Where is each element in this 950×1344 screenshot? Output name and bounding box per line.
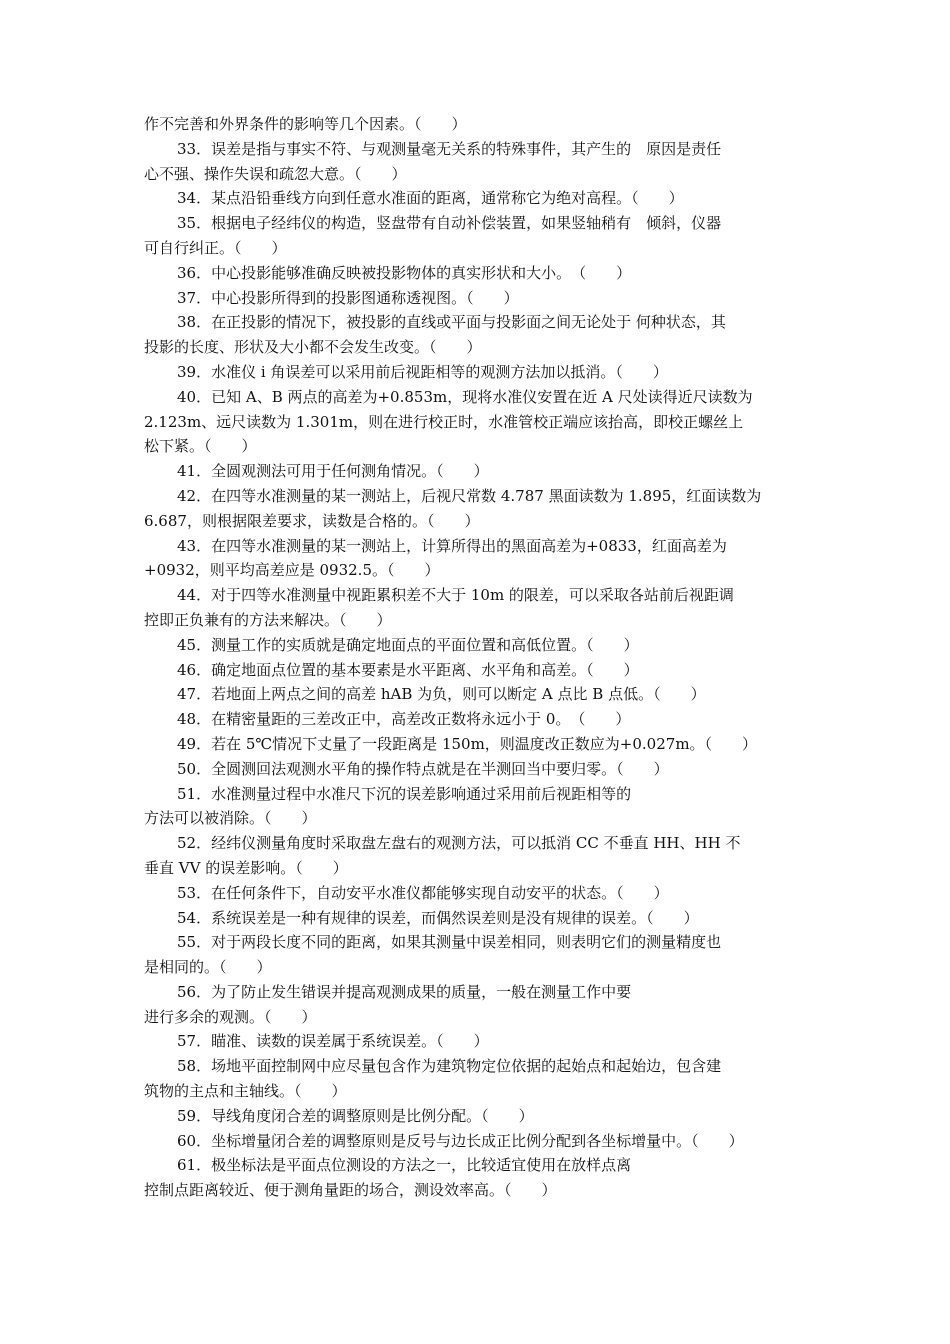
text-line: 垂直 VV 的误差影响。（ ）	[144, 858, 348, 877]
text-line: 35．根据电子经纬仪的构造，竖盘带有自动补偿装置，如果竖轴稍有 倾斜，仪器	[177, 214, 722, 233]
text-line: 37．中心投影所得到的投影图通称透视图。（ ）	[177, 288, 519, 307]
text-line: 49．若在 5℃情况下丈量了一段距离是 150m，则温度改正数应为+0.027m。（ ）	[177, 734, 758, 753]
text-line: 46．确定地面点位置的基本要素是水平距离、水平角和高差。（ ）	[177, 660, 639, 679]
text-line: 投影的长度、形状及大小都不会发生改变。（ ）	[144, 338, 482, 357]
text-line: 50．全圆测回法观测水平角的操作特点就是在半测回当中要归零。（ ）	[177, 759, 669, 778]
text-line: 33．误差是指与事实不符、与观测量毫无关系的特殊事件，其产生的 原因是责任	[177, 139, 722, 158]
text-line: 47．若地面上两点之间的高差 hAB 为负，则可以断定 A 点比 B 点低。（ ）	[177, 685, 706, 704]
question-list	[144, 112, 808, 1203]
text-line: 6.687，则根据限差要求，读数是合格的。（ ）	[144, 511, 480, 530]
text-line: 52．经纬仪测量角度时采取盘左盘右的观测方法，可以抵消 CC 不垂直 HH、HH 不	[177, 834, 741, 853]
text-line: 方法可以被消除。（ ）	[144, 809, 317, 828]
text-line: 控即正负兼有的方法来解决。（ ）	[144, 610, 392, 629]
text-line: 57．瞄准、读数的误差属于系统误差。（ ）	[177, 1032, 489, 1051]
text-line: 是相同的。（ ）	[144, 958, 272, 977]
text-line: 58．场地平面控制网中应尽量包含作为建筑物定位依据的起始点和起始边，包含建	[177, 1057, 722, 1076]
text-line: 42．在四等水准测量的某一测站上，后视尺常数 4.787 黑面读数为 1.895，红面读数为	[177, 486, 762, 505]
text-line: 54．系统误差是一种有规律的误差，而偶然误差则是没有规律的误差。（ ）	[177, 908, 699, 927]
text-line: 2.123m、远尺读数为 1.301m，则在进行校正时，水准管校正端应该抬高，即校正螺丝上	[144, 412, 744, 431]
text-line: 可自行纠正。（ ）	[144, 238, 287, 257]
text-line: 48．在精密量距的三差改正中，高差改正数将永远小于 0。 （ ）	[177, 710, 631, 729]
text-line: +0932，则平均高差应是 0932.5。（ ）	[144, 561, 440, 580]
text-line: 心不强、操作失误和疏忽大意。（ ）	[144, 164, 407, 183]
text-line: 松下紧。（ ）	[144, 437, 257, 456]
text-line: 41．全圆观测法可用于任何测角情况。（ ）	[177, 462, 489, 481]
text-line: 56．为了防止发生错误并提高观测成果的质量，一般在测量工作中要	[177, 982, 632, 1001]
text-line: 59．导线角度闭合差的调整原则是比例分配。（ ）	[177, 1106, 534, 1125]
text-line: 筑物的主点和主轴线。（ ）	[144, 1082, 347, 1101]
text-line: 43．在四等水准测量的某一测站上，计算所得出的黑面高差为+0833，红面高差为	[177, 536, 727, 555]
text-line: 51．水准测量过程中水准尺下沉的误差影响通过采用前后视距相等的	[177, 784, 632, 803]
text-line: 39．水准仪 i 角误差可以采用前后视距相等的观测方法加以抵消。（ ）	[177, 362, 668, 381]
text-line: 53．在任何条件下，自动安平水准仪都能够实现自动安平的状态。（ ）	[177, 883, 669, 902]
text-line: 38．在正投影的情况下，被投影的直线或平面与投影面之间无论处于 何种状态，其	[177, 313, 726, 332]
text-line: 进行多余的观测。（ ）	[144, 1007, 317, 1026]
text-line: 45．测量工作的实质就是确定地面点的平面位置和高低位置。（ ）	[177, 635, 639, 654]
text-line: 55．对于两段长度不同的距离，如果其测量中误差相同，则表明它们的测量精度也	[177, 933, 722, 952]
text-line: 作不完善和外界条件的影响等几个因素。（ ）	[144, 115, 467, 133]
text-line: 60．坐标增量闭合差的调整原则是反号与边长成正比例分配到各坐标增量中。（ ）	[177, 1131, 744, 1150]
text-line: 34．某点沿铅垂线方向到任意水准面的距离，通常称它为绝对高程。（ ）	[177, 189, 684, 208]
text-line: 40．已知 A、B 两点的高差为+0.853m，现将水准仪安置在近 A 尺处读得近尺读数为	[177, 387, 753, 406]
text-line: 44．对于四等水准测量中视距累积差不大于 10m 的限差，可以采取各站前后视距调	[177, 586, 734, 605]
text-line: 36．中心投影能够准确反映被投影物体的真实形状和大小。 （ ）	[177, 263, 632, 282]
text-line: 61．极坐标法是平面点位测设的方法之一，比较适宜使用在放样点离	[177, 1156, 632, 1175]
text-line: 控制点距离较近、便于测角量距的场合，测设效率高。（ ）	[144, 1181, 557, 1200]
